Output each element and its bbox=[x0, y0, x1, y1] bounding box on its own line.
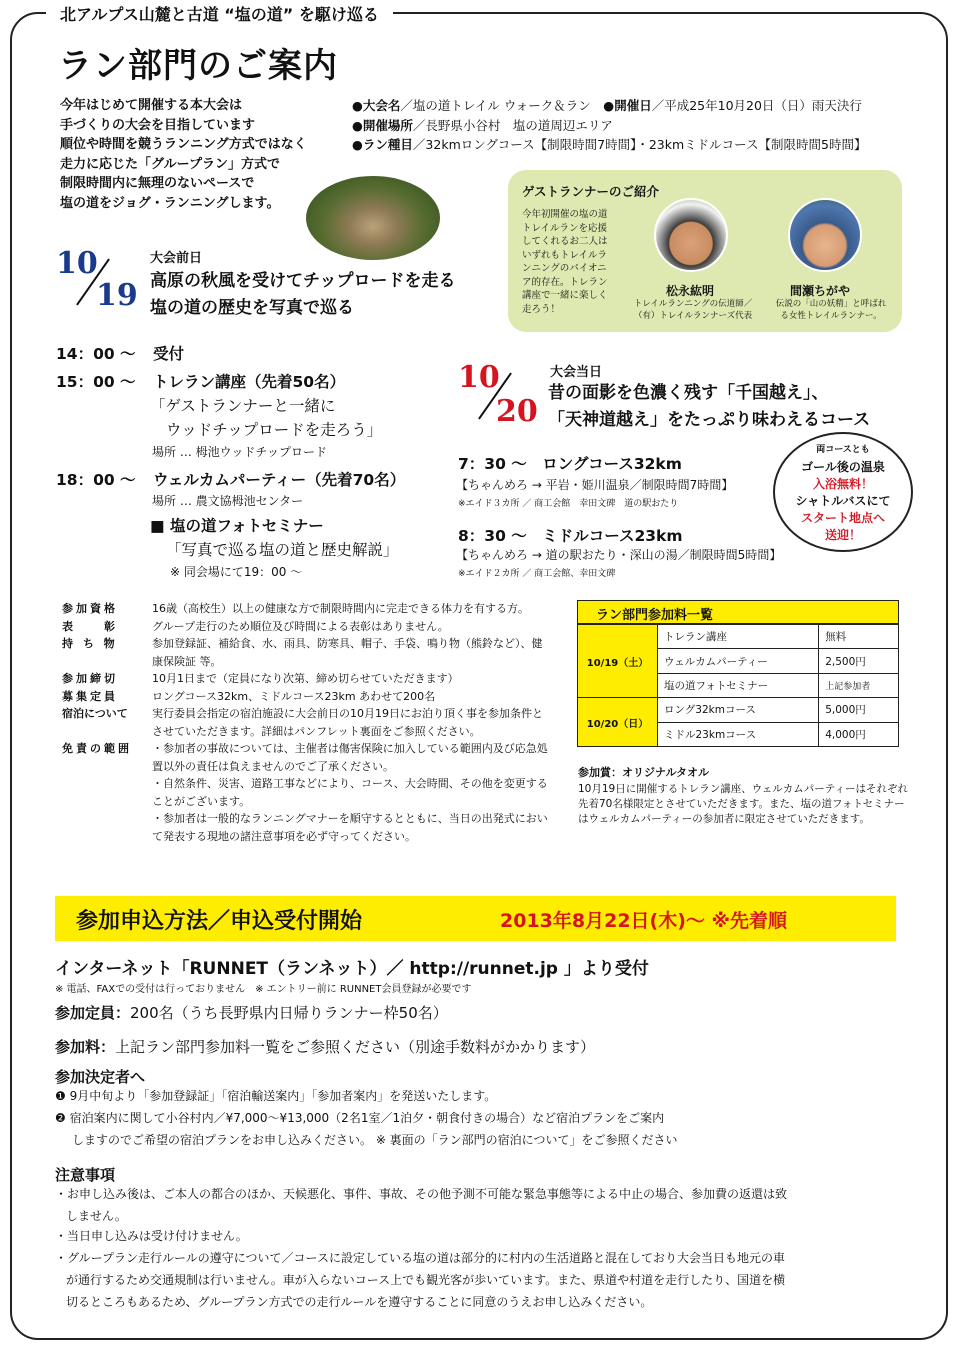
day1-seminar-title-2: ウッドチップロードを走ろう」 bbox=[166, 421, 383, 439]
long-course-aid: ※エイド３カ所 ／ 商工会館 幸田文碑 道の駅おたり bbox=[458, 499, 679, 509]
fee-price: 5,000円 bbox=[819, 698, 899, 722]
decided-3: しますのでご希望の宿泊プランをお申し込みください。 ※ 裏面の「ラン部門の宿泊について」をご参照ください bbox=[72, 1133, 678, 1147]
caution-3: ・グループラン走行ルールの遵守について／コースに設定している塩の道は部分的に村内の生活道路と混在しており大会当日も地元の車 bbox=[55, 1251, 785, 1265]
runner1-caption: トレイルランニングの伝道師／ （有）トレイルランナーズ代表 bbox=[633, 299, 753, 321]
page-title: ラン部門のご案内 bbox=[58, 46, 338, 86]
day1-photo-seminar: ■ 塩の道フォトセミナー bbox=[150, 517, 324, 535]
fee-item: ウェルカムパーティー bbox=[658, 649, 819, 673]
table-row bbox=[578, 625, 899, 649]
rule-row: 参加資格 16歳（高校生）以上の健康な方で制限時間内に完走できる体力を有する方。 bbox=[62, 602, 529, 615]
fee-date-1: 10/19（土） bbox=[578, 625, 658, 698]
tagline: 北アルプス山麓と古道 “塩の道” を駆け巡る bbox=[46, 2, 393, 25]
caution-1: ・お申し込み後は、ご本人の都合のほか、天候悪化、事件、事故、その他予測不可能な緊急事態等による中止の場合、参加費の返還は致 bbox=[55, 1187, 788, 1201]
day1-title: 高原の秋風を受けてチップロードを走る 塩の道の歴史を写真で巡る bbox=[150, 271, 456, 318]
day1-label: 大会前日 bbox=[150, 251, 203, 266]
runner2-photo bbox=[788, 198, 862, 272]
runner2-caption: 伝説の「山の妖精」と呼ばれ る女性トレイルランナー。 bbox=[775, 299, 887, 321]
day2-month: 10 bbox=[458, 360, 500, 395]
middle-course-route: 【ちゃんめろ → 道の駅おたり・深山の湯／制限時間5時間】 bbox=[456, 548, 782, 562]
day1-schedule-time-1: 14：00 〜 bbox=[56, 345, 136, 363]
fee-table-title: ラン部門参加料一覧 bbox=[577, 600, 899, 624]
middle-course-aid: ※エイド２カ所 ／ 商工会館、幸田文碑 bbox=[458, 569, 616, 579]
fee-item: トレラン講座 bbox=[658, 625, 819, 649]
fee-item: ミドル23kmコース bbox=[658, 722, 819, 746]
fee-item: ロング32kmコース bbox=[658, 698, 819, 722]
entry-rules bbox=[62, 600, 552, 845]
rule-row: 宿泊について 実行委員会指定の宿泊施設に大会前日の10月19日にお泊り頂く事を参加条件とさせていただきます。詳細はパンフレット裏面をご参照ください。 bbox=[62, 707, 543, 738]
day2-title: 昔の面影を色濃く残す「千国越え」、 「天神道越え」をたっぷり味わえるコース bbox=[548, 383, 871, 430]
day2-label: 大会当日 bbox=[550, 365, 603, 380]
long-course-route: 【ちゃんめろ → 平岩・姫川温泉／制限時間7時間】 bbox=[456, 478, 734, 492]
runner2-name: 間瀬ちがや bbox=[790, 284, 851, 298]
guest-title: ゲストランナーのご紹介 bbox=[522, 184, 660, 199]
decided-1: ❶ 9月中旬より「参加登録証」「宿泊輸送案内」「参加者案内」を発送いたします。 bbox=[55, 1089, 497, 1103]
caution-2: ・当日申し込みは受け付けません。 bbox=[55, 1229, 248, 1243]
trail-photo bbox=[306, 176, 440, 260]
table-row bbox=[578, 698, 899, 722]
guest-text: 今年初開催の塩の道 トレイルランを応援 してくれるお二人は いずれもトレイルラ ンニングのパイオニ ア的存在。トレラン 講座で一緒に楽しく 走ろう！ bbox=[522, 209, 608, 315]
fee-date-2: 10/20（日） bbox=[578, 698, 658, 747]
day1-schedule-item-3: ウェルカムパーティー（先着70名） bbox=[153, 471, 406, 489]
fee-price: 上記参加者 bbox=[819, 673, 899, 697]
day2-day: 20 bbox=[496, 394, 538, 429]
caution-3b: が通行するため交通規制は行いません。車が入らないコース上でも観光客が歩いています。また、県道や村道を走行したり、国道を横 bbox=[66, 1273, 786, 1287]
fee-price: 無料 bbox=[819, 625, 899, 649]
day1-place-1: 場所 … 栂池ウッドチップロード bbox=[152, 445, 328, 459]
day1-schedule-time-2: 15：00 〜 bbox=[56, 373, 136, 391]
long-course-time: 7：30 〜 ロングコース32km bbox=[458, 455, 682, 473]
award-note: 10月19日に開催するトレラン講座、ウェルカムパーティーはそれぞれ先着70名様限定とさせていただきます。また、塩の道フォトセミナーはウェルカムパーティーの参加者に限定させていただきます。 bbox=[578, 783, 908, 825]
runnet-note: ※ 電話、FAXでの受付は行っておりません ※ エントリー前に RUNNET会員登録が必要です bbox=[55, 984, 472, 995]
fee-price: 4,000円 bbox=[819, 722, 899, 746]
day1-schedule-time-3: 18：00 〜 bbox=[56, 471, 136, 489]
rule-row: ・参加者は一般的なランニングマナーを順守するとともに、当日の出発式において発表する現地の諸注意事項を必ず守ってください。 bbox=[152, 812, 548, 843]
day1-schedule-item-1: 受付 bbox=[153, 345, 185, 363]
runner1-name: 松永紘明 bbox=[666, 284, 715, 298]
day1-place-2: 場所 … 農文協栂池センター bbox=[152, 494, 304, 508]
day1-month: 10 bbox=[56, 246, 98, 281]
decided-2: ❷ 宿泊案内に関して小谷村内／¥7,000〜¥13,000（2名1室／1泊夕・朝食付きの場合）など宿泊プランをご案内 bbox=[55, 1111, 665, 1125]
intro-text: 今年はじめて開催する本大会は 手づくりの大会を目指しています 順位や時間を競うランニング方式ではなく 走力に応じた「グループラン」方式で 制限時間内に無理のないペースで 塩の道をジョグ・ランニングします。 bbox=[60, 98, 307, 211]
caution-title: 注意事項 bbox=[55, 1166, 116, 1184]
capacity: 参加定員：200名（うち長野県内日帰りランナー枠50名） bbox=[55, 1004, 448, 1022]
rule-row: 表 彰 グループ走行のため順位及び時間による表彰はありません。 bbox=[62, 619, 449, 633]
entry-fee: 参加料：上記ラン部門参加料一覧をご参照ください（別途手数料がかかります） bbox=[55, 1038, 596, 1056]
day1-day: 19 bbox=[96, 278, 138, 313]
decided-title: 参加決定者へ bbox=[55, 1068, 146, 1086]
runnet-link-text: インターネット「RUNNET（ランネット）／ http://runnet.jp 」より受付 bbox=[55, 959, 649, 979]
fee-price: 2,500円 bbox=[819, 649, 899, 673]
caution-3c: 切るところもあるため、グループラン方式での走行ルールを遵守することに同意のうえお申し込みください。 bbox=[66, 1295, 653, 1309]
fee-item: 塩の道フォトセミナー bbox=[658, 673, 819, 697]
fee-table bbox=[577, 624, 899, 747]
day1-seminar-title-1: 「ゲストランナーと一緒に bbox=[150, 397, 336, 415]
apply-title: 参加申込方法／申込受付開始 bbox=[76, 909, 363, 934]
event-info: ●大会名／塩の道トレイル ウォーク＆ラン ●開催日／平成25年10月20日（日）雨天決行 ●開催場所／長野県小谷村 塩の道周辺エリア ●ラン種目／32kmロングコース【制限時間7時間】・23kmミドルコース【制限時間5時間】 bbox=[352, 98, 867, 152]
onsen-shuttle-badge: 両コースとも ゴール後の温泉 入浴無料！ シャトルバスにて スタート地点へ 送迎！ bbox=[773, 432, 913, 552]
day1-photo-seminar-title: 「写真で巡る塩の道と歴史解説」 bbox=[166, 541, 399, 559]
day1-photo-seminar-note: ※ 同会場にて19：00 〜 bbox=[170, 565, 303, 579]
day1-schedule-item-2: トレラン講座（先着50名） bbox=[153, 373, 346, 391]
rule-row: 免責の範囲 ・参加者の事故については、主催者は傷害保険に加入している範囲内及び応急処置以外の責任は負えませんのでご了承ください。 bbox=[62, 742, 548, 773]
apply-start-date: 2013年8月22日(木)〜 ※先着順 bbox=[500, 910, 787, 932]
middle-course-time: 8：30 〜 ミドルコース23km bbox=[458, 527, 683, 545]
rule-row: 参加締切 10月1日まで（定員になり次第、締め切らせていただきます） bbox=[62, 672, 459, 685]
rule-row: 持 ち 物 参加登録証、補給食、水、雨具、防寒具、帽子、手袋、鳴り物（熊鈴など）、健康保険証 等。 bbox=[62, 637, 543, 668]
rule-row: ・自然条件、災害、道路工事などにより、コース、大会時間、その他を変更することがございます。 bbox=[152, 777, 548, 808]
award-title: 参加賞：オリジナルタオル bbox=[578, 766, 710, 779]
rule-row: 募集定員 ロングコース32km、ミドルコース23km あわせて200名 bbox=[62, 689, 436, 703]
runner1-photo bbox=[654, 198, 728, 272]
caution-1b: しません。 bbox=[66, 1209, 127, 1223]
